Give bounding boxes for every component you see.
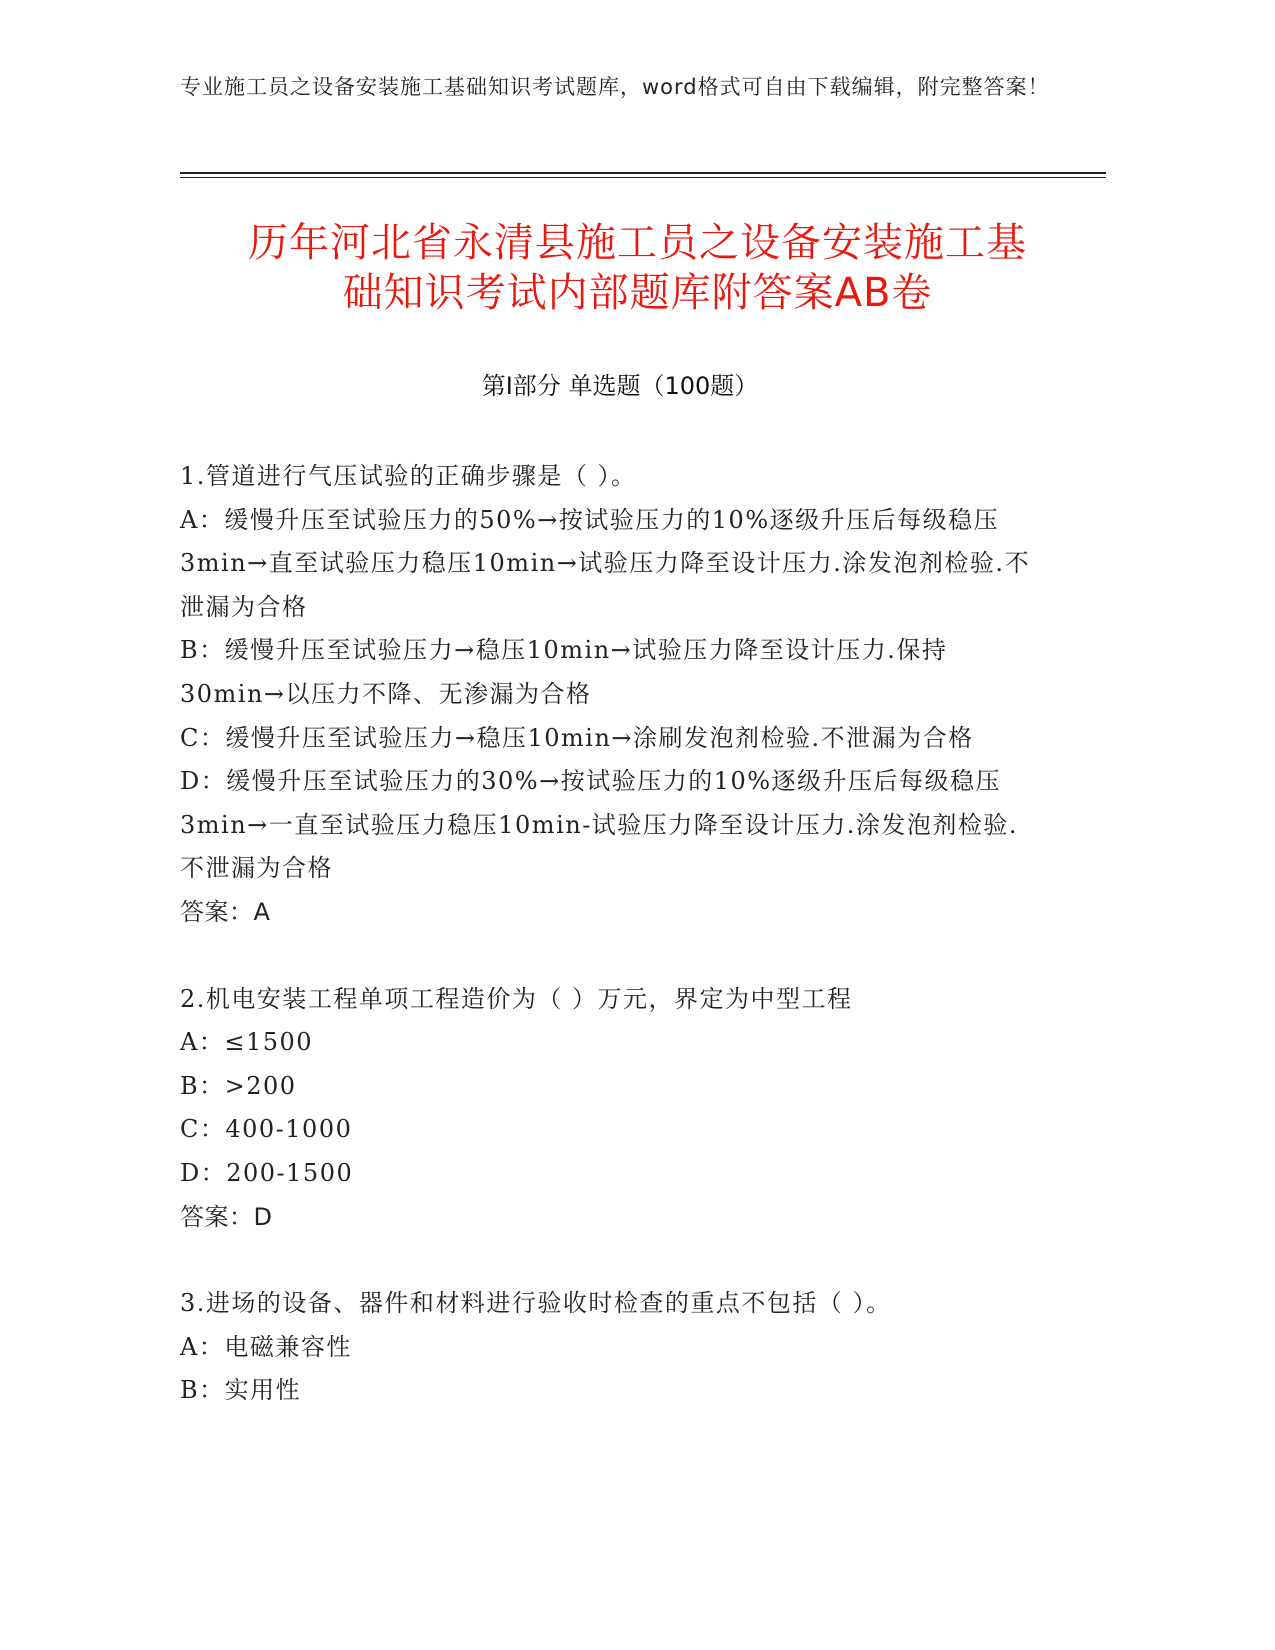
question-list [180, 455, 1040, 1456]
question-stem: 1.管道进行气压试验的正确步骤是（ ）。 [180, 462, 637, 490]
answer: 答案：D [180, 1202, 273, 1231]
section-title: 第Ⅰ部分 单选题（100题） [481, 372, 759, 400]
document-title-line-1: 历年河北省永清县施工员之设备安装施工基 [248, 220, 1027, 266]
header-note: 专业施工员之设备安装施工基础知识考试题库，word格式可自由下载编辑，附完整答案！ [180, 75, 1050, 99]
question-stem: 2.机电安装工程单项工程造价为（ ）万元，界定为中型工程 [180, 984, 853, 1013]
option-a: A：≤1500 [180, 1028, 314, 1057]
option-a: A：电磁兼容性 [180, 1332, 352, 1361]
header-divider-thick [180, 172, 1106, 174]
document-title-line-2: 础知识考试内部题库附答案AB卷 [342, 270, 933, 316]
question-3 [180, 1282, 1040, 1413]
option-d: D：200-1500 [180, 1158, 354, 1187]
document-title [150, 218, 1125, 318]
question-1 [180, 455, 1040, 935]
option-c: C：缓慢升压至试验压力→稳压10min→涂刷发泡剂检验.不泄漏为合格 [180, 723, 974, 752]
answer: 答案：A [180, 897, 271, 926]
option-a: A：缓慢升压至试验压力的50%→按试验压力的10%逐级升压后每级稳压3min→直至试验压力稳压10min→试验压力降至设计压力.涂发泡剂检验.不泄漏为合格 [180, 505, 1031, 621]
option-c: C：400-1000 [180, 1115, 353, 1144]
option-b: B：实用性 [180, 1376, 302, 1405]
option-d: D：缓慢升压至试验压力的30%→按试验压力的10%逐级升压后每级稳压3min→一直至试验压力稳压10min-试验压力降至设计压力.涂发泡剂检验.不泄漏为合格 [180, 767, 1019, 883]
question-2 [180, 978, 1040, 1240]
option-b: B：缓慢升压至试验压力→稳压10min→试验压力降至设计压力.保持30min→以压力不降、无渗漏为合格 [180, 636, 948, 708]
header-divider-thin [180, 177, 1106, 178]
question-stem: 3.进场的设备、器件和材料进行验收时检查的重点不包括（ ）。 [180, 1289, 892, 1318]
option-b: B：>200 [180, 1071, 297, 1100]
